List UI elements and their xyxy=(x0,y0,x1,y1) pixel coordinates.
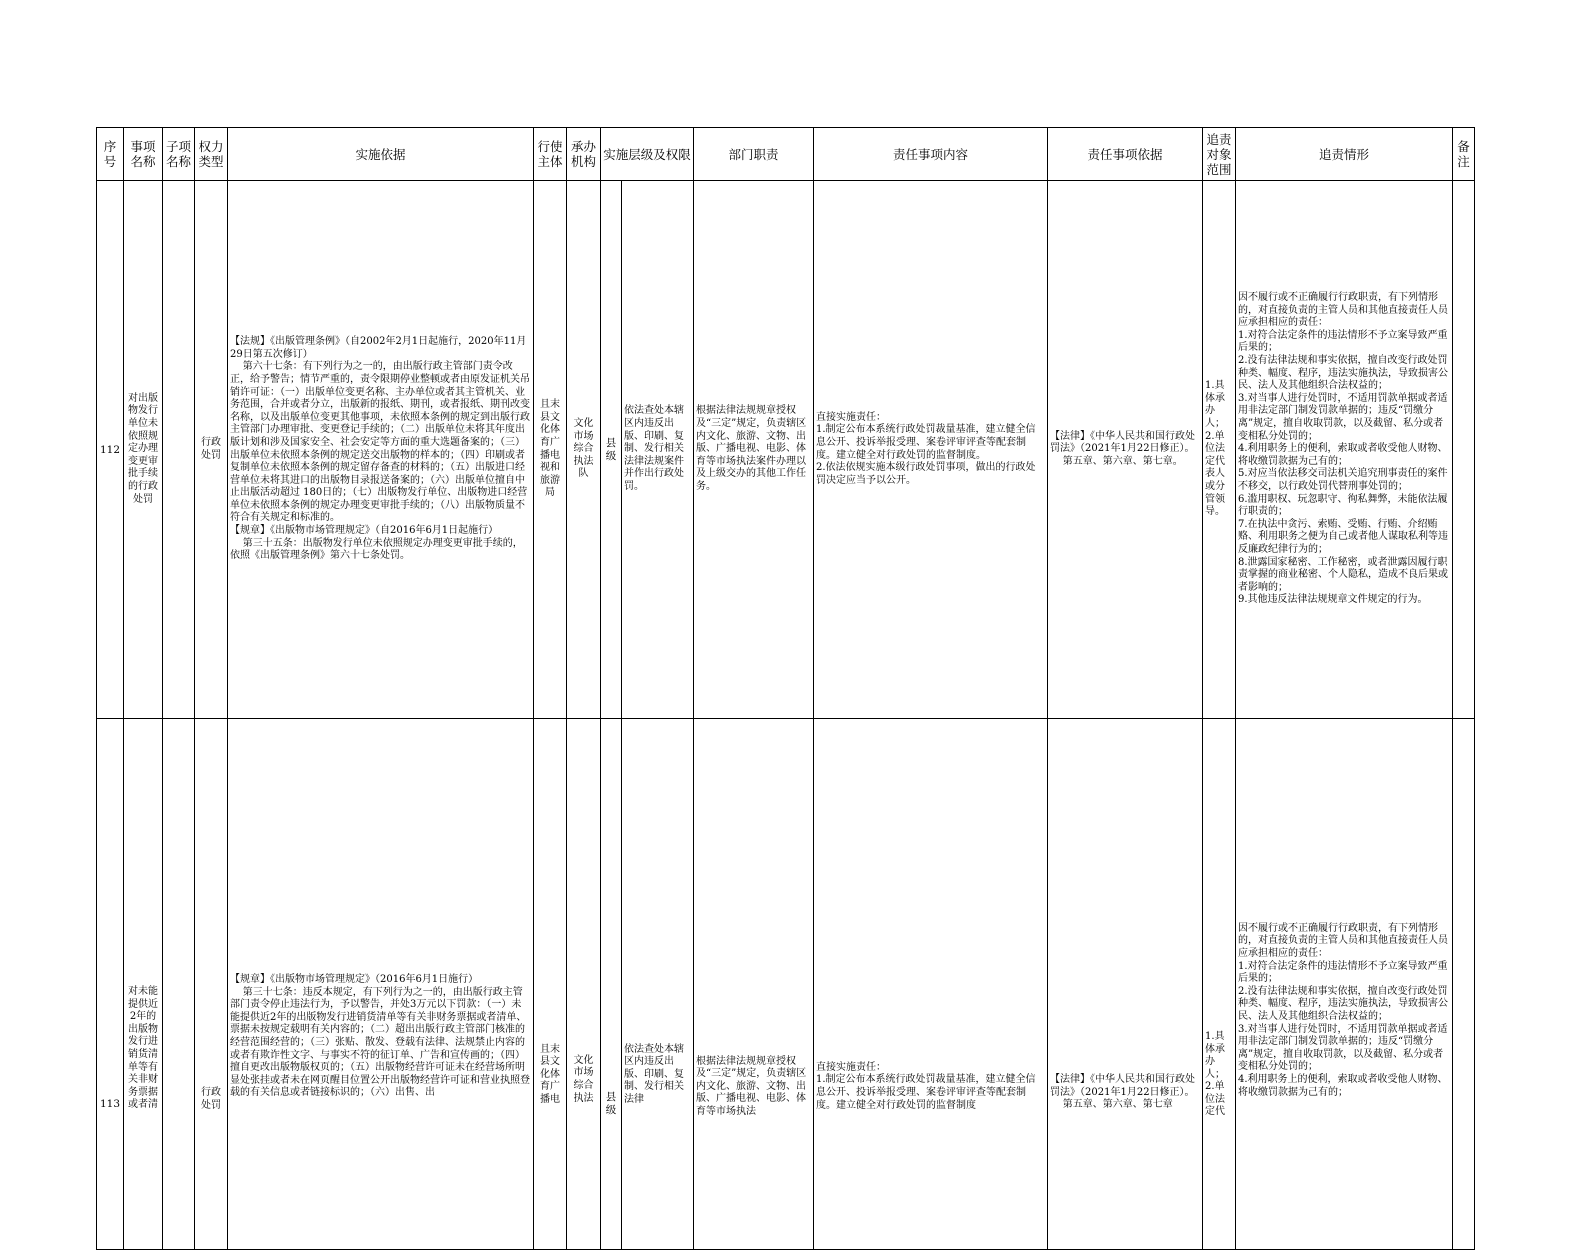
row-resp-basis: 【法律】《中华人民共和国行政处罚法》（2021年1月22日修正）。 第五章、第六章、第七章 xyxy=(1048,719,1203,1250)
row-seq: 112 xyxy=(97,181,124,719)
row-resp-content: 直接实施责任： 1.制定公布本系统行政处罚裁量基准，建立健全信息公开、投诉举报受理、案卷评审评查等配套制度。建立健全对行政处罚的监督制度 xyxy=(814,719,1048,1250)
row-org: 文化市场综合执法 xyxy=(567,719,601,1250)
responsibility-table xyxy=(96,127,1475,1250)
row-duty: 根据法律法规规章授权及“三定”规定，负责辖区内文化、旅游、文物、出版、广播电视、电影、体育等市场执法案件办理以及上级交办的其他工作任务。 xyxy=(694,181,814,719)
row-subject: 且末县文化体育广播电视和旅游局 xyxy=(534,181,567,719)
row-power-type: 行政处罚 xyxy=(195,181,228,719)
header-accountability: 追责情形 xyxy=(1236,128,1453,181)
header-resp-basis: 责任事项依据 xyxy=(1048,128,1203,181)
row-sub-name xyxy=(163,181,195,719)
row-accountability: 因不履行或不正确履行行政职责，有下列情形的，对直接负责的主管人员和其他直接责任人员应承担相应的责任： 1.对符合法定条件的违法情形不予立案导致严重后果的； 2.没有法律法规和事实依据，擅自改变行政处罚种类、幅度、程序，违法实施执法，导致损害公民、法人及其他组织合法权益的； 3.对当事人进行处罚时，不适用罚款单据或者适用非法定部门制发罚款单据的；违反“罚缴分离”规定，擅自收取罚款，以及截留、私分或者变相私分处罚的； 4.利用职务上的便利，索取或者收受他人财物、将收缴罚款据为己有的； xyxy=(1236,719,1453,1250)
row-level: 县级 xyxy=(601,719,622,1250)
header-scope: 追责对象范围 xyxy=(1203,128,1236,181)
header-subject: 行使主体 xyxy=(534,128,567,181)
row-scope: 1.具体承办人； 2.单位法定代表人或分管领导。 xyxy=(1203,181,1236,719)
row-level: 县级 xyxy=(601,181,622,719)
row-level-detail: 依法查处本辖区内违反出版、印刷、复制、发行相关法律 xyxy=(622,719,694,1250)
row-basis: 【规章】《出版物市场管理规定》（2016年6月1日施行） 第三十七条：违反本规定，有下列行为之一的，由出版行政主管部门责令停止违法行为，予以警告，并处3万元以下罚款：（一）未能提供近2年的出版物发行进销货清单等有关非财务票据或者清单、票据未按规定载明有关内容的；（二）超出出版行政主管部门核准的经营范围经营的；（三）张贴、散发、登载有法律、法规禁止内容的或者有欺诈性文字、与事实不符的征订单、广告和宣传画的；（四）擅自更改出版物版权页的；（五）出版物经营许可证未在经营场所明显处张挂或者未在网页醒目位置公开出版物经营许可证和营业执照登载的有关信息或者链接标识的；（六）出售、出 xyxy=(228,719,534,1250)
responsibility-table-page xyxy=(96,127,1474,1118)
header-remark: 备注 xyxy=(1453,128,1475,181)
header-resp-content: 责任事项内容 xyxy=(814,128,1048,181)
header-sub-name: 子项名称 xyxy=(163,128,195,181)
row-resp-basis: 【法律】《中华人民共和国行政处罚法》（2021年1月22日修正）。 第五章、第六章、第七章。 xyxy=(1048,181,1203,719)
row-level-detail: 依法查处本辖区内违反出版、印刷、复制、发行相关法律法规案件并作出行政处罚。 xyxy=(622,181,694,719)
row-seq: 113 xyxy=(97,719,124,1250)
header-seq: 序号 xyxy=(97,128,124,181)
table-row xyxy=(97,719,1475,1250)
row-remark xyxy=(1453,719,1475,1250)
header-basis: 实施依据 xyxy=(228,128,534,181)
row-resp-content: 直接实施责任： 1.制定公布本系统行政处罚裁量基准，建立健全信息公开、投诉举报受理、案卷评审评查等配套制度。建立健全对行政处罚的监督制度。 2.依法依规实施本级行政处罚事项，做出的行政处罚决定应当予以公开。 xyxy=(814,181,1048,719)
row-sub-name xyxy=(163,719,195,1250)
row-item-name: 对出版物发行单位未依照规定办理变更审批手续的行政处罚 xyxy=(124,181,163,719)
header-org: 承办机构 xyxy=(567,128,601,181)
row-accountability: 因不履行或不正确履行行政职责，有下列情形的，对直接负责的主管人员和其他直接责任人员应承担相应的责任： 1.对符合法定条件的违法情形不予立案导致严重后果的； 2.没有法律法规和事实依据，擅自改变行政处罚种类、幅度、程序，违法实施执法，导致损害公民、法人及其他组织合法权益的； 3.对当事人进行处罚时，不适用罚款单据或者适用非法定部门制发罚款单据的；违反“罚缴分离”规定，擅自收取罚款，以及截留、私分或者变相私分处罚的； 4.利用职务上的便利，索取或者收受他人财物、将收缴罚款据为己有的； 5.对应当依法移交司法机关追究刑事责任的案件不移交，以行政处罚代替刑事处罚的； 6.滥用职权、玩忽职守、徇私舞弊，未能依法履行职责的； 7.在执法中贪污、索贿、受贿、行贿、介绍贿赂、利用职务之便为自己或者他人谋取私利等违反廉政纪律行为的； 8.泄露国家秘密、工作秘密，或者泄露因履行职责掌握的商业秘密、个人隐私，造成不良后果或者影响的； 9.其他违反法律法规规章文件规定的行为。 xyxy=(1236,181,1453,719)
header-level: 实施层级及权限 xyxy=(601,128,694,181)
row-subject: 且末县文化体育广播电 xyxy=(534,719,567,1250)
row-remark xyxy=(1453,181,1475,719)
header-duty: 部门职责 xyxy=(694,128,814,181)
header-item-name: 事项名称 xyxy=(124,128,163,181)
row-item-name: 对未能提供近2年的出版物发行进销货清单等有关非财务票据或者清 xyxy=(124,719,163,1250)
row-basis: 【法规】《出版管理条例》（自2002年2月1日起施行，2020年11月29日第五次修订） 第六十七条：有下列行为之一的，由出版行政主管部门责令改正，给予警告；情节严重的，责令限期停业整顿或者由原发证机关吊销许可证：（一）出版单位变更名称、主办单位或者其主管机关、业务范围，合并或者分立，出版新的报纸、期刊，或者报纸、期刊改变名称，以及出版单位变更其他事项，未依照本条例的规定到出版行政主管部门办理审批、变更登记手续的；（二）出版单位未将其年度出版计划和涉及国家安全、社会安定等方面的重大选题备案的；（三）出版单位未依照本条例的规定送交出版物的样本的；（四）印刷或者复制单位未依照本条例的规定留存备查的材料的；（五）出版进口经营单位未将其进口的出版物目录报送备案的；（六）出版单位擅自中止出版活动超过 180日的；（七）出版物发行单位、出版物进口经营单位未依照本条例的规定办理变更审批手续的；（八）出版物质量不符合有关规定和标准的。 【规章】《出版物市场管理规定》（自2016年6月1日起施行） 第三十五条：出版物发行单位未依照规定办理变更审批手续的，依照《出版管理条例》第六十七条处罚。 xyxy=(228,181,534,719)
table-header-row xyxy=(97,128,1475,181)
row-scope: 1.具体承办人； 2.单位法定代 xyxy=(1203,719,1236,1250)
row-duty: 根据法律法规规章授权及“三定”规定，负责辖区内文化、旅游、文物、出版、广播电视、电影、体育等市场执法 xyxy=(694,719,814,1250)
header-power-type: 权力类型 xyxy=(195,128,228,181)
table-row xyxy=(97,181,1475,719)
row-power-type: 行政处罚 xyxy=(195,719,228,1250)
row-org: 文化市场综合执法队 xyxy=(567,181,601,719)
